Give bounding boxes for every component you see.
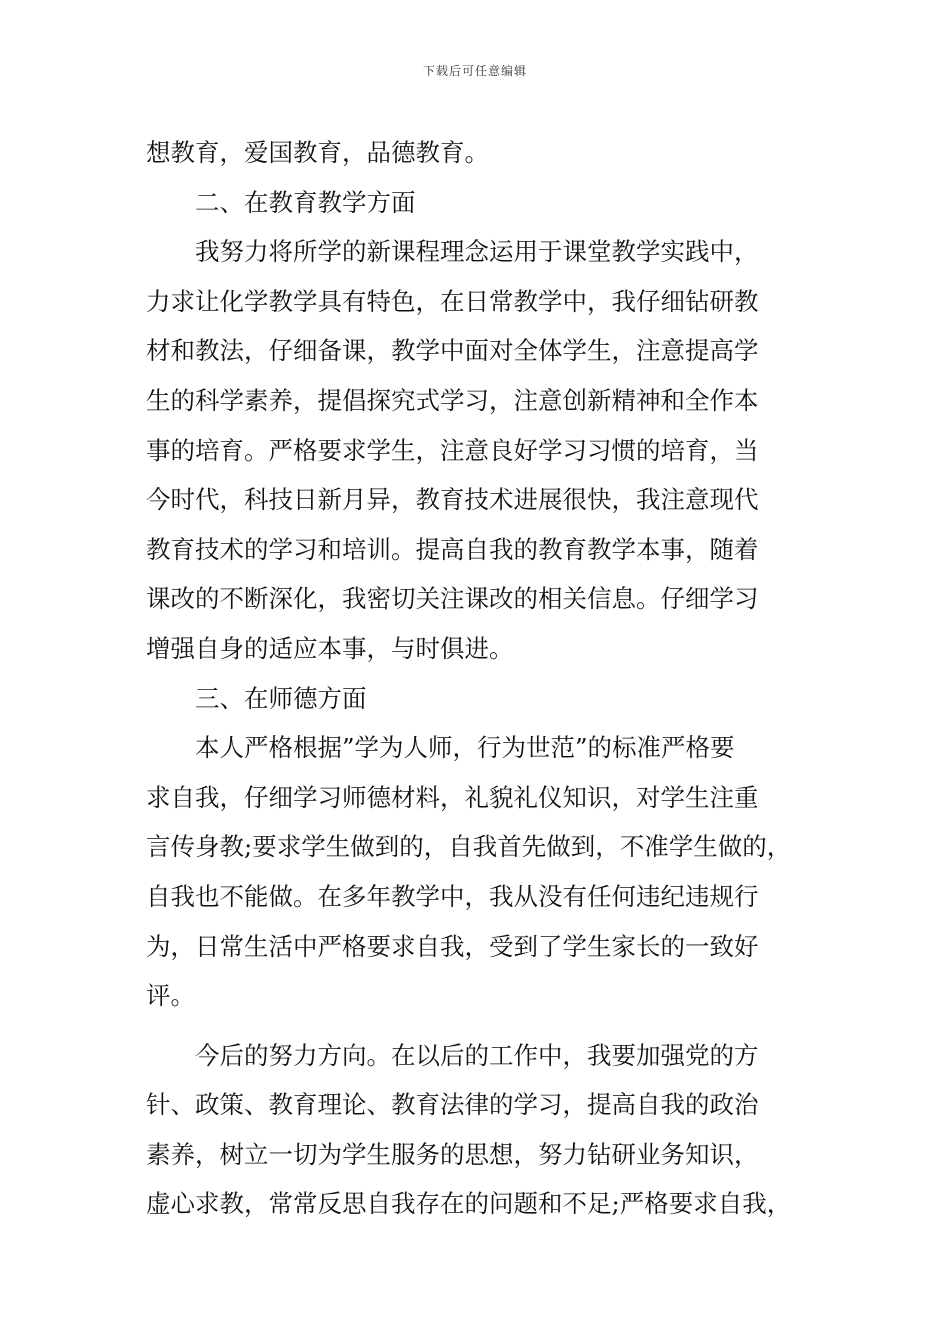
text-line: 三、在师德方面 xyxy=(195,683,367,713)
text-line: 增强自身的适应本事，与时俱进。 xyxy=(146,633,514,663)
text-line: 想教育，爱国教育，品德教育。 xyxy=(146,138,489,167)
text-line: 教育技术的学习和培训。提高自我的教育教学本事，随着 xyxy=(146,534,759,564)
text-line: 本人严格根据”学为人师，行为世范”的标准严格要 xyxy=(195,733,735,763)
text-line: 素养，树立一切为学生服务的思想，努力钻研业务知识， xyxy=(146,1139,759,1169)
document-body xyxy=(146,128,836,1229)
text-line: 事的培育。严格要求学生，注意良好学习习惯的培育，当 xyxy=(146,435,759,465)
page-header: 下载后可任意编辑 xyxy=(422,64,527,78)
text-line: 生的科学素养，提倡探究式学习，注意创新精神和全作本 xyxy=(146,385,759,415)
text-line: 今时代，科技日新月异，教育技术进展很快，我注意现代 xyxy=(146,485,759,515)
text-line: 二、在教育教学方面 xyxy=(195,187,416,217)
text-line: 材和教法，仔细备课，教学中面对全体学生，注意提高学 xyxy=(146,336,759,366)
text-line: 课改的不断深化，我密切关注课改的相关信息。仔细学习 xyxy=(146,584,759,614)
text-line: 自我也不能做。在多年教学中，我从没有任何违纪违规行 xyxy=(146,881,759,911)
text-line: 力求让化学教学具有特色，在日常教学中，我仔细钻研教 xyxy=(146,286,759,316)
text-line: 言传身教;要求学生做到的，自我首先做到，不准学生做的， xyxy=(146,832,792,862)
text-line: 虚心求教，常常反思自我存在的问题和不足;严格要求自我， xyxy=(146,1189,792,1219)
text-line: 针、政策、教育理论、教育法律的学习，提高自我的政治 xyxy=(146,1090,759,1120)
text-line: 我努力将所学的新课程理念运用于课堂教学实践中， xyxy=(195,237,759,267)
text-line: 今后的努力方向。在以后的工作中，我要加强党的方 xyxy=(195,1040,759,1070)
text-line: 为，日常生活中严格要求自我，受到了学生家长的一致好 xyxy=(146,931,759,961)
text-line: 评。 xyxy=(146,981,195,1011)
text-line: 求自我，仔细学习师德材料，礼貌礼仪知识，对学生注重 xyxy=(146,782,759,812)
